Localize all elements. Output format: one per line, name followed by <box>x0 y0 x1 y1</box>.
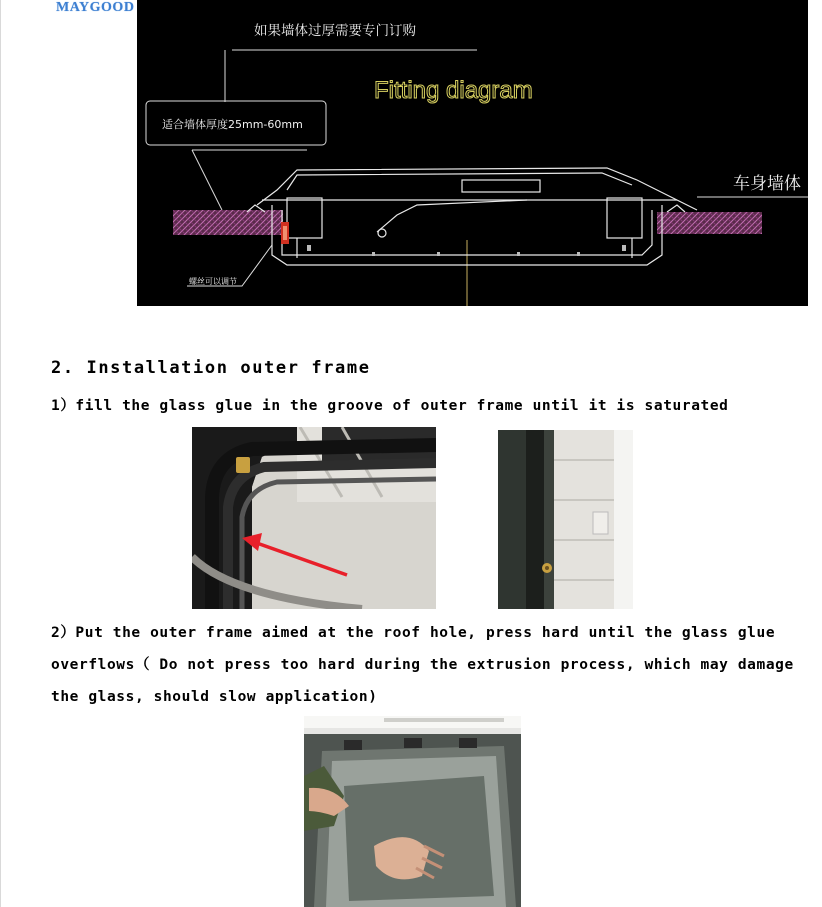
step-2-line-2: overflows（ Do not press too hard during the extrusion process, which may damage <box>51 657 794 673</box>
note-body-wall: 车身墙体 <box>733 174 801 194</box>
photo-frame-corner-glue <box>192 427 436 609</box>
note-wall-thickness: 适合墙体厚度25mm-60mm <box>162 118 303 131</box>
page-left-border <box>0 0 1 907</box>
note-screw-adjust: 螺丝可以调节 <box>189 277 237 286</box>
note-thick-wall: 如果墙体过厚需要专门订购 <box>254 23 416 39</box>
step-1-text: 1）fill the glass glue in the groove of outer frame until it is saturated <box>51 398 729 414</box>
step-2-line-3: the glass, should slow application) <box>51 689 378 705</box>
photo-press-frame <box>304 716 521 907</box>
section-heading: 2. Installation outer frame <box>51 358 371 378</box>
step-2-line-1: 2）Put the outer frame aimed at the roof hole, press hard until the glass glue <box>51 625 776 641</box>
photo-frame-side-screw <box>498 430 633 609</box>
diagram-title: Fitting diagram <box>374 77 533 104</box>
brand-logo: MAYGOOD <box>56 0 135 15</box>
fitting-diagram-drawing <box>137 0 808 306</box>
fitting-diagram <box>137 0 808 306</box>
step-2-text <box>51 617 794 713</box>
